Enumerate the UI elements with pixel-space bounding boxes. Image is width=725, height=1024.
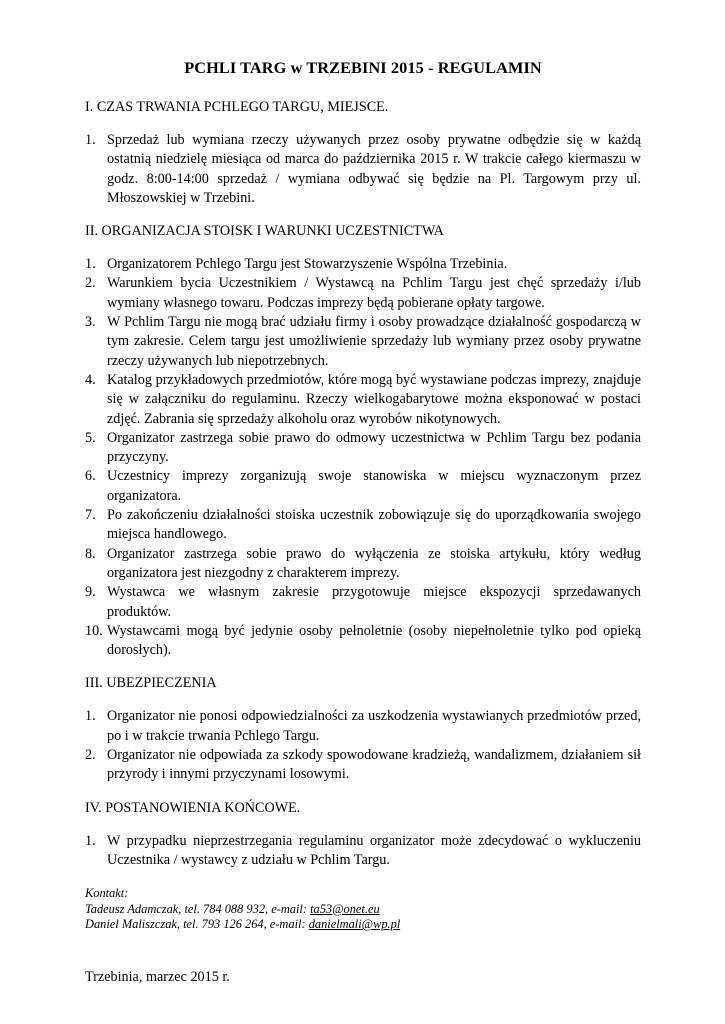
list-item: [85, 255, 641, 274]
item-text: Organizator nie ponosi odpowiedzialności za uszkodzenia wystawianych przedmiotów przed, po i w trakcie trwania Pchlego Targu.: [107, 708, 641, 744]
list-item: [85, 506, 641, 545]
section-list: [85, 832, 641, 871]
item-number: 7.: [85, 507, 96, 524]
email-link[interactable]: ta53@onet.eu: [310, 901, 380, 916]
contact-person-1: [85, 902, 641, 918]
item-number: 4.: [85, 371, 96, 388]
list-item: [85, 622, 641, 661]
section-list: [85, 255, 641, 660]
contact-person-2: [85, 917, 641, 933]
item-number: 9.: [85, 584, 96, 601]
list-item: [85, 274, 641, 313]
list-item: [85, 746, 641, 785]
item-text: Wystawcami mogą być jedynie osoby pełnoletnie (osoby niepełnoletnie tylko pod opieką dorosłych).: [107, 622, 641, 659]
section-heading: II. ORGANIZACJA STOISK I WARUNKI UCZESTNICTWA: [85, 223, 444, 240]
item-number: 3.: [85, 314, 96, 331]
list-item: [85, 313, 641, 371]
item-text: Organizatorem Pchlego Targu jest Stowarzyszenie Wspólna Trzebinia.: [107, 256, 508, 273]
section-heading: I. CZAS TRWANIA PCHLEGO TARGU, MIEJSCE.: [85, 99, 389, 115]
section-list: [85, 131, 641, 208]
item-number: 5.: [85, 429, 96, 446]
item-number: 1.: [85, 256, 96, 273]
item-number: 8.: [85, 545, 96, 562]
list-item: [85, 467, 641, 506]
item-number: 1.: [85, 832, 96, 849]
item-text: Sprzedaż lub wymiana rzeczy używanych przez osoby prywatne odbędzie się w każdą ostatnią niedzielę miesiąca od marca do października 2015 r. W trakcie całego kiermaszu w godz. 8:00-14:00 sprzedaż / wymiana odbywać się będzie na Pl. Targowym przy ul. Młoszowskiej w Trzebini.: [107, 132, 641, 206]
document-page: [85, 58, 641, 986]
item-text: Organizator zastrzega sobie prawo do wyłączenia ze stoiska artykułu, który według organizatora jest niezgodny z charakterem imprezy.: [107, 545, 641, 581]
list-item: [85, 832, 641, 871]
list-item: [85, 371, 641, 429]
place-date: Trzebinia, marzec 2015 r.: [85, 968, 230, 985]
contact-details: Tadeusz Adamczak, tel. 784 088 932, e-mail:: [85, 901, 311, 916]
item-number: 6.: [85, 468, 96, 485]
item-number: 1.: [85, 132, 96, 148]
item-text: Wystawca we własnym zakresie przygotowuje miejsce ekspozycji sprzedawanych produktów.: [107, 584, 641, 620]
item-text: Uczestnicy imprezy zorganizują swoje stanowiska w miejscu wyznaczonym przez organizatora.: [107, 468, 641, 504]
email-link[interactable]: danielmali@wp.pl: [308, 917, 401, 932]
list-item: [85, 131, 641, 208]
list-item: [85, 545, 641, 584]
item-text: W przypadku nieprzestrzegania regulaminu organizator może zdecydować o wykluczeniu Uczestnika / wystawcy z udziału w Pchlim Targu.: [107, 832, 641, 868]
contact-label: Kontakt:: [85, 886, 129, 901]
item-text: Katalog przykładowych przedmiotów, które mogą być wystawiane podczas imprezy, znajduje się w załączniku do regulaminu. Rzeczy wielkogabarytowe można eksponować w postaci zdjęć. Zabrania się sprzedaży alkoholu oraz wyrobów nikotynowych.: [107, 371, 641, 427]
item-text: Organizator nie odpowiada za szkody spowodowane kradzieżą, wandalizmem, działaniem sił przyrody i innymi przyczynami losowymi.: [107, 747, 641, 783]
item-number: 1.: [85, 708, 96, 725]
item-number: 10.: [85, 622, 103, 639]
section-list: [85, 707, 641, 784]
item-text: Po zakończeniu działalności stoiska uczestnik zobowiązuje się do uporządkowania swojego miejsca handlowego.: [107, 507, 641, 543]
document-title: PCHLI TARG w TRZEBINI 2015 - REGULAMIN: [184, 58, 542, 77]
section-heading: IV. POSTANOWIENIA KOŃCOWE.: [85, 799, 301, 816]
item-text: W Pchlim Targu nie mogą brać udziału firmy i osoby prowadzące działalność gospodarczą w tym zakresie. Celem targu jest umożliwienie sprzedaży lub wymiany przez osoby prywatne rzeczy używanych lub niepotrzebnych.: [107, 314, 641, 369]
item-text: Organizator zastrzega sobie prawo do odmowy uczestnictwa w Pchlim Targu bez podania przyczyny.: [107, 429, 641, 466]
contact-block: [85, 886, 641, 933]
list-item: [85, 707, 641, 746]
section-heading: III. UBEZPIECZENIA: [85, 675, 217, 692]
item-number: 2.: [85, 747, 96, 764]
list-item: [85, 583, 641, 622]
contact-details: Daniel Maliszczak, tel. 793 126 264, e-mail:: [85, 917, 309, 932]
item-text: Warunkiem bycia Uczestnikiem / Wystawcą na Pchlim Targu jest chęć sprzedaży i/lub wymiany własnego towaru. Podczas imprezy będą pobierane opłaty targowe.: [107, 275, 641, 311]
list-item: [85, 429, 641, 468]
item-number: 2.: [85, 275, 96, 292]
